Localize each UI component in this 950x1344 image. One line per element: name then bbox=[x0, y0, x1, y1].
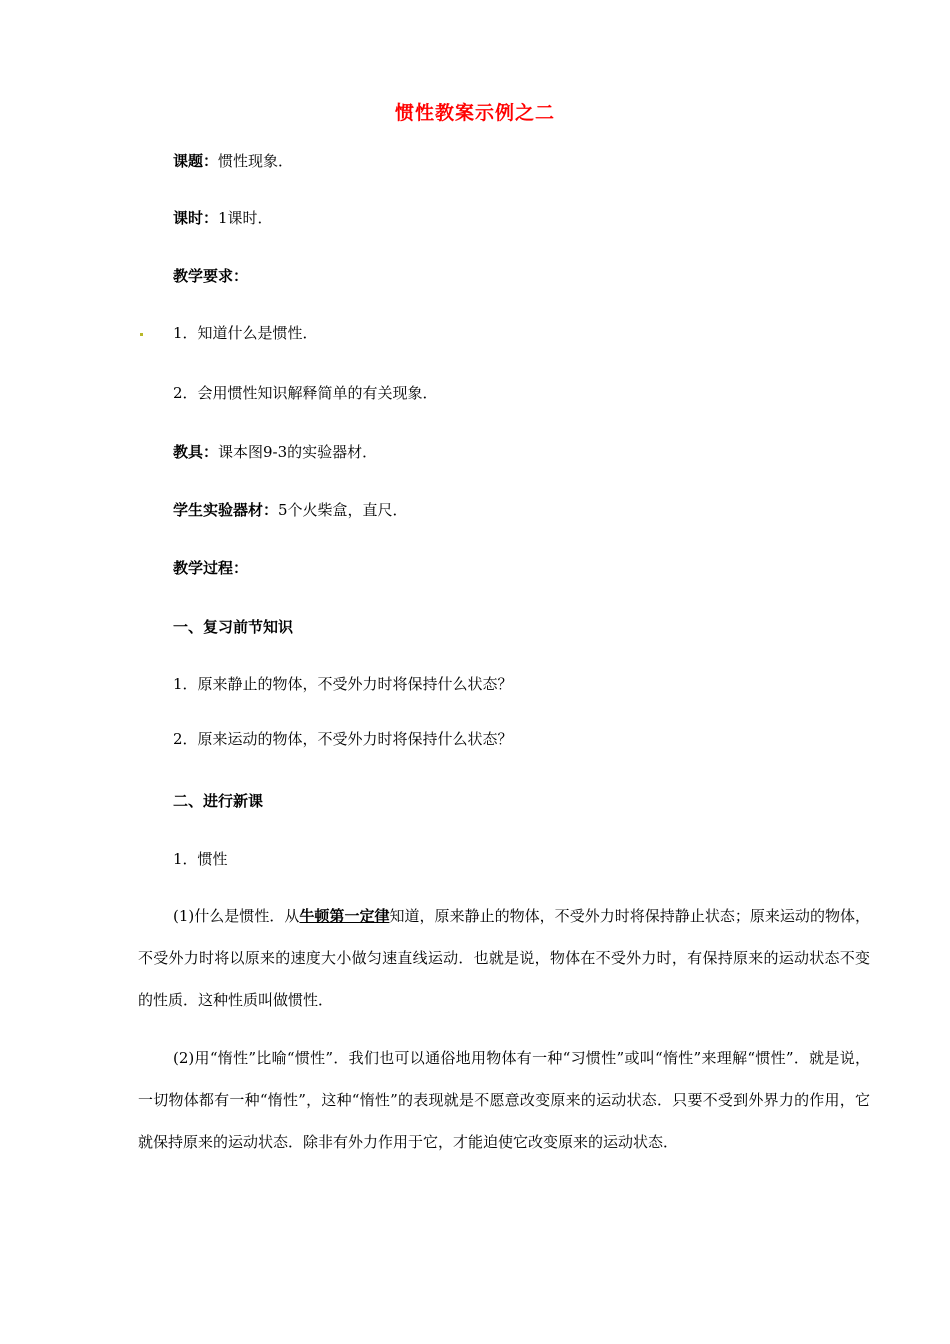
requirement-item-2: 2．会用惯性知识解释简单的有关现象． bbox=[173, 384, 438, 402]
topic-label: 课题： bbox=[173, 152, 219, 170]
paragraph-1-intro: (1)什么是惯性．从 bbox=[173, 907, 300, 925]
student-equipment-value: 5个火柴盒，直尺． bbox=[278, 501, 408, 519]
process-label: 教学过程： bbox=[173, 559, 249, 577]
section1-item-2: 2．原来运动的物体，不受外力时将保持什么状态？ bbox=[173, 730, 513, 748]
hours-value: 1课时． bbox=[218, 209, 273, 227]
section1-heading: 一、复习前节知识 bbox=[173, 618, 294, 636]
paragraph-1-body: 知道，原来静止的物体，不受外力时将保持静止状态；原来运动的物体，不受外力时将以原来的速度大小做匀速直线运动．也就是说，物体在不受外力时，有保持原来的运动状态不变的性质．这种性质叫做惯性． bbox=[138, 907, 870, 1009]
topic-line bbox=[173, 150, 293, 172]
topic-value: 惯性现象． bbox=[218, 152, 294, 170]
paragraph-inertia-definition bbox=[138, 895, 870, 1021]
paragraph-inertia-analogy: (2)用“惰性”比喻“惯性”．我们也可以通俗地用物体有一种“习惯性”或叫“惰性”来理解“惯性”．就是说，一切物体都有一种“惰性”，这种“惰性”的表现就是不愿意改变原来的运动状态．只要不受到外界力的作用，它就保持原来的运动状态．除非有外力作用于它，才能迫使它改变原来的运动状态． bbox=[138, 1049, 870, 1151]
section2-subheading: 1．惯性 bbox=[173, 850, 228, 868]
hours-label: 课时： bbox=[173, 209, 219, 227]
section1-item-1: 1．原来静止的物体，不受外力时将保持什么状态？ bbox=[173, 675, 513, 693]
document-title: 惯性教案示例之二 bbox=[394, 102, 555, 124]
newton-first-law-link[interactable]: 牛顿第一定律 bbox=[299, 907, 390, 925]
section2-heading: 二、进行新课 bbox=[173, 792, 264, 810]
student-equipment-label: 学生实验器材： bbox=[173, 501, 279, 519]
margin-mark bbox=[140, 333, 143, 336]
tools-label: 教具： bbox=[173, 443, 219, 461]
requirement-item-1: 1．知道什么是惯性． bbox=[173, 324, 318, 342]
requirements-label: 教学要求： bbox=[173, 267, 249, 285]
tools-value: 课本图9-3的实验器材． bbox=[218, 443, 378, 461]
tools-line bbox=[173, 441, 377, 463]
hours-line bbox=[173, 207, 273, 229]
student-equipment-line bbox=[173, 499, 408, 521]
